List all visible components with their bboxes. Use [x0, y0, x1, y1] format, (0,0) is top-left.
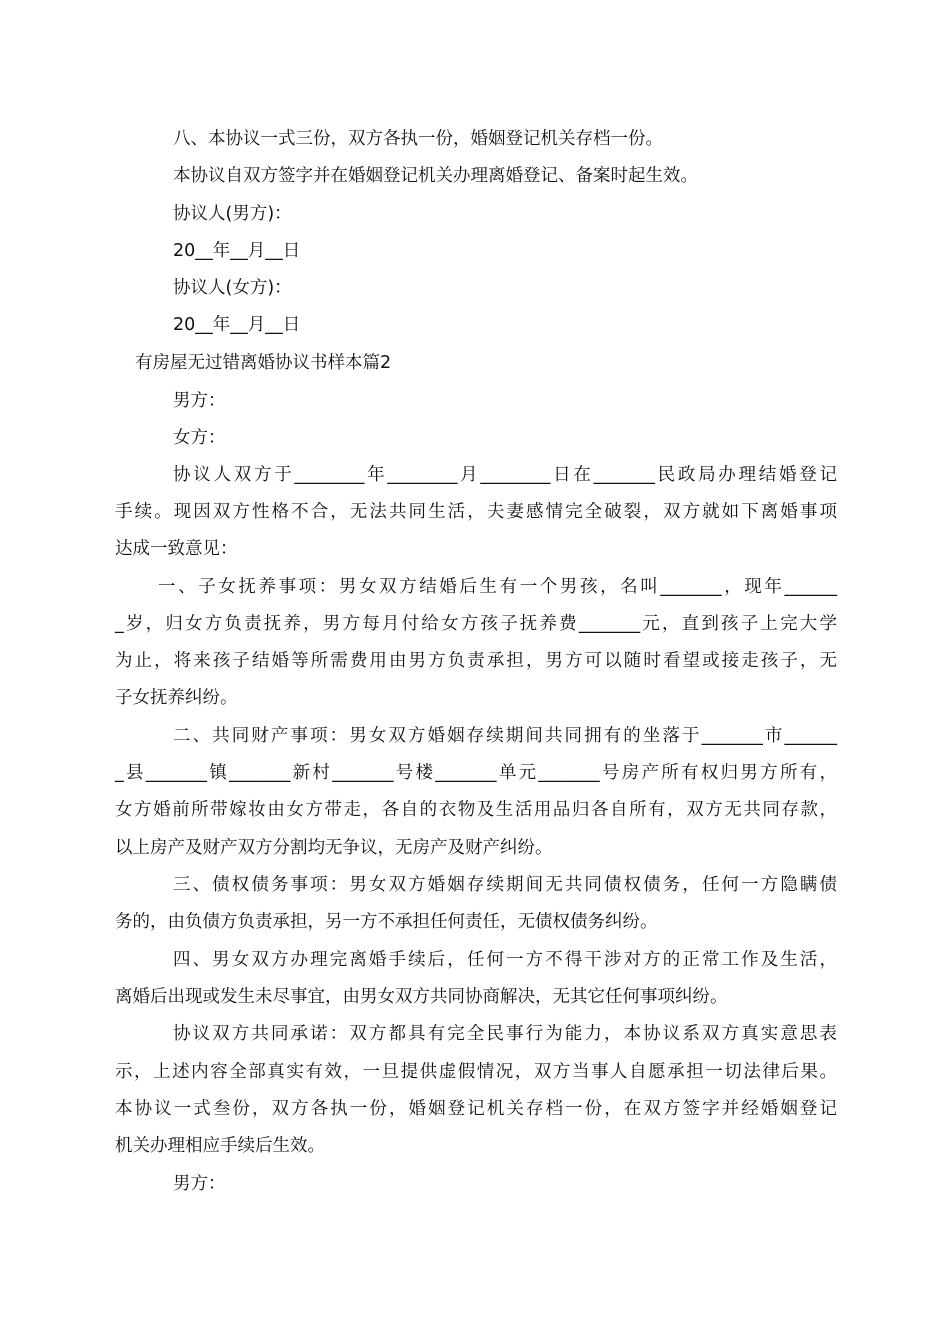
paragraph-line: 二、共同财产事项：男女双方婚姻存续期间共同拥有的坐落于_______市______	[173, 726, 837, 746]
paragraph-line: 协议双方共同承诺：双方都具有完全民事行为能力，本协议系双方真实意思表	[173, 1024, 837, 1044]
male-party-label: 男方：	[173, 391, 226, 411]
paragraph-line: 达成一致意见：	[115, 539, 238, 559]
paragraph-line: 为止，将来孩子结婚等所需费用由男方负责承担，男方可以随时看望或接走孩子，无	[115, 651, 837, 671]
paragraph-line: _岁，归女方负责抚养，男方每月付给女方孩子抚养费_______元，直到孩子上完大学	[115, 614, 837, 634]
signatory-female-label: 协议人(女方)：	[173, 278, 292, 298]
date-line: 20__年__月__日	[173, 241, 301, 261]
paragraph-line: 示，上述内容全部真实有效，一旦提供虚假情况，双方当事人自愿承担一切法律后果。	[115, 1062, 837, 1082]
paragraph-line: 本协议一式叁份，双方各执一份，婚姻登记机关存档一份，在双方签字并经婚姻登记	[115, 1099, 837, 1119]
date-line: 20__年__月__日	[173, 315, 301, 335]
paragraph-line: 一、子女抚养事项：男女双方结婚后生有一个男孩，名叫_______，现年______	[158, 577, 837, 597]
signatory-male-label: 协议人(男方)：	[173, 204, 292, 224]
paragraph-line: 务的，由负债方负责承担，另一方不承担任何责任，无债权债务纠纷。	[115, 912, 658, 932]
paragraph-line: 机关办理相应手续后生效。	[115, 1136, 325, 1156]
paragraph-line: 子女抚养纠纷。	[115, 688, 238, 708]
clause-eight: 八、本协议一式三份，双方各执一份，婚姻登记机关存档一份。	[173, 129, 663, 149]
paragraph-line: 四、男女双方办理完离婚手续后，任何一方不得干涉对方的正常工作及生活，	[173, 950, 837, 970]
paragraph-line: _县_______镇_______新村_______号楼_______单元_______号房产所有权归男方所有，	[115, 763, 837, 783]
paragraph-line: 协议人双方于________年________月________日在_______民政局办理结婚登记	[173, 465, 837, 485]
female-party-label: 女方：	[173, 428, 226, 448]
paragraph-line: 离婚后出现或发生未尽事宜，由男女双方共同协商解决，无其它任何事项纠纷。	[115, 987, 728, 1007]
paragraph-line: 三、债权债务事项：男女双方婚姻存续期间无共同债权债务，任何一方隐瞒债	[173, 875, 837, 895]
section-heading: 有房屋无过错离婚协议书样本篇2	[135, 353, 392, 373]
effective-clause: 本协议自双方签字并在婚姻登记机关办理离婚登记、备案时起生效。	[173, 166, 698, 186]
male-party-label: 男方：	[173, 1174, 226, 1194]
paragraph-line: 手续。现因双方性格不合，无法共同生活，夫妻感情完全破裂，双方就如下离婚事项	[115, 502, 837, 522]
paragraph-line: 以上房产及财产双方分割均无争议，无房产及财产纠纷。	[115, 838, 553, 858]
paragraph-line: 女方婚前所带嫁妆由女方带走，各自的衣物及生活用品归各自所有，双方无共同存款，	[115, 800, 837, 820]
